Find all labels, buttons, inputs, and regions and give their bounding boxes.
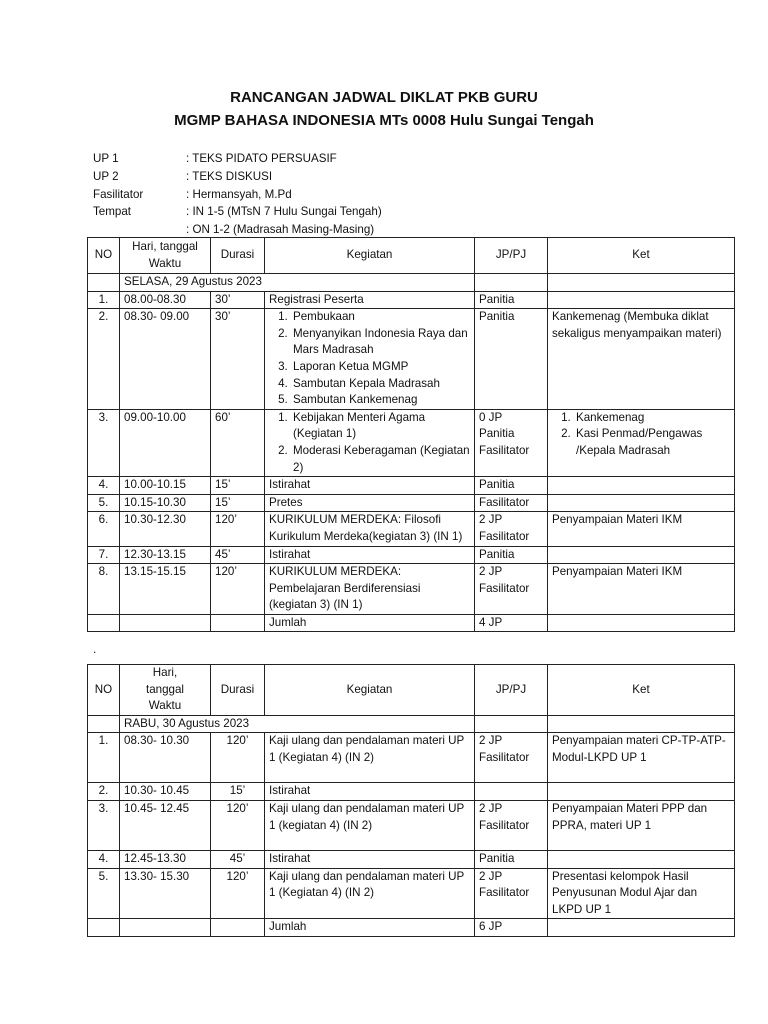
col-header-kegiatan: Kegiatan — [265, 665, 475, 716]
info-label: UP 1 — [93, 152, 119, 165]
row-time: 12.45-13.30 — [120, 850, 211, 868]
col-header-jp: JP/PJ — [475, 665, 548, 716]
separator-dot: . — [93, 642, 97, 656]
row-duration: 120’ — [211, 512, 265, 546]
total-label: Jumlah — [265, 614, 475, 632]
row-duration: 15’ — [211, 494, 265, 512]
row-no: 5. — [88, 868, 120, 919]
table-row — [88, 512, 735, 546]
col-header-no: NO — [88, 665, 120, 716]
info-value: : ON 1-2 (Madrasah Masing-Masing) — [186, 223, 375, 237]
row-jp: Fasilitator — [475, 494, 548, 512]
table-row — [88, 409, 735, 476]
info-label: Tempat — [93, 205, 132, 219]
table-header-row — [88, 238, 735, 274]
table-row — [88, 564, 735, 615]
day-row — [88, 715, 735, 733]
jp-line: Fasilitator — [479, 443, 530, 457]
row-duration: 120’ — [211, 800, 265, 850]
activity-list — [269, 309, 470, 409]
row-jp — [475, 868, 548, 919]
table-row — [88, 733, 735, 783]
info-row — [93, 186, 382, 204]
table-cell — [88, 919, 120, 937]
row-ket: Presentasi kelompok Hasil Penyusunan Modul Ajar dan LKPD UP 1 — [548, 868, 735, 919]
row-activity: Istirahat — [265, 546, 475, 564]
table-row — [88, 291, 735, 309]
table-row — [88, 477, 735, 495]
row-no: 3. — [88, 800, 120, 850]
table-cell — [211, 614, 265, 632]
row-ket: Penyampaian Materi PPP dan PPRA, materi UP 1 — [548, 800, 735, 850]
row-ket — [548, 494, 735, 512]
info-value: : TEKS DISKUSI — [186, 169, 273, 183]
row-time: 08.00-08.30 — [120, 291, 211, 309]
row-duration: 45’ — [211, 850, 265, 868]
row-ket: Penyampaian Materi IKM — [548, 564, 735, 615]
ket-list — [552, 410, 730, 460]
schedule-table-day2 — [87, 664, 735, 937]
total-jp: 6 JP — [475, 919, 548, 937]
list-item: 1. Pembukaan — [291, 309, 470, 326]
row-activity: Pretes — [265, 494, 475, 512]
table-cell — [475, 715, 548, 733]
list-item: 2. Moderasi Keberagaman (Kegiatan 2) — [291, 443, 470, 476]
row-ket — [548, 477, 735, 495]
row-activity: KURIKULUM MERDEKA: Pembelajaran Berdiferensiasi (kegiatan 3) (IN 1) — [265, 564, 475, 615]
row-ket — [548, 546, 735, 564]
jp-line: Fasilitator — [479, 581, 530, 595]
table-cell — [88, 614, 120, 632]
total-jp: 4 JP — [475, 614, 548, 632]
row-no: 4. — [88, 850, 120, 868]
list-item: 2. Kasi Penmad/Pengawas /Kepala Madrasah — [574, 426, 730, 459]
row-no: 1. — [88, 291, 120, 309]
table-cell — [548, 715, 735, 733]
row-duration: 120’ — [211, 733, 265, 783]
info-row — [93, 168, 382, 186]
row-time: 10.30-12.30 — [120, 512, 211, 546]
jp-line: Fasilitator — [479, 750, 530, 764]
jp-line: Fasilitator — [479, 529, 530, 543]
row-activity — [265, 409, 475, 476]
row-activity: Istirahat — [265, 850, 475, 868]
row-no: 6. — [88, 512, 120, 546]
row-no: 2. — [88, 783, 120, 801]
document-title: RANCANGAN JADWAL DIKLAT PKB GURU — [230, 89, 538, 106]
row-no: 5. — [88, 494, 120, 512]
row-activity: Kaji ulang dan pendalaman materi UP 1 (kegiatan 4) (IN 2) — [265, 800, 475, 850]
day-label: RABU, 30 Agustus 2023 — [120, 715, 475, 733]
row-activity: Kaji ulang dan pendalaman materi UP 1 (Kegiatan 4) (IN 2) — [265, 868, 475, 919]
table-cell — [548, 274, 735, 292]
info-row — [93, 203, 382, 221]
row-ket: Penyampaian Materi IKM — [548, 512, 735, 546]
row-jp — [475, 800, 548, 850]
row-jp: Panitia — [475, 477, 548, 495]
jp-line: Panitia — [479, 427, 515, 441]
total-row — [88, 919, 735, 937]
list-item: 1. Kankemenag — [574, 410, 730, 427]
row-no: 1. — [88, 733, 120, 783]
col-header-ket: Ket — [548, 238, 735, 274]
row-duration: 15’ — [211, 477, 265, 495]
col-header-ket: Ket — [548, 665, 735, 716]
row-time: 10.00-10.15 — [120, 477, 211, 495]
table-cell — [88, 274, 120, 292]
row-time: 10.30- 10.45 — [120, 783, 211, 801]
table-row — [88, 800, 735, 850]
info-label: UP 2 — [93, 169, 119, 183]
row-time: 10.45- 12.45 — [120, 800, 211, 850]
row-jp: Panitia — [475, 546, 548, 564]
table-cell — [211, 919, 265, 937]
table-cell — [120, 614, 211, 632]
row-no: 3. — [88, 409, 120, 476]
row-jp: Panitia — [475, 291, 548, 309]
table-header-row — [88, 665, 735, 716]
day-row — [88, 274, 735, 292]
row-duration: 45’ — [211, 546, 265, 564]
row-time: 09.00-10.00 — [120, 409, 211, 476]
list-item: 1. Kebijakan Menteri Agama (Kegiatan 1) — [291, 410, 470, 443]
table-cell — [88, 715, 120, 733]
row-jp — [475, 783, 548, 801]
day-label: SELASA, 29 Agustus 2023 — [120, 274, 475, 292]
row-jp — [475, 512, 548, 546]
row-activity: Kaji ulang dan pendalaman materi UP 1 (Kegiatan 4) (IN 2) — [265, 733, 475, 783]
row-duration: 30’ — [211, 291, 265, 309]
list-item: 2. Menyanyikan Indonesia Raya dan Mars Madrasah — [291, 326, 470, 359]
schedule-table-day1 — [87, 237, 735, 632]
row-time: 08.30- 09.00 — [120, 309, 211, 410]
col-header-kegiatan: Kegiatan — [265, 238, 475, 274]
row-jp — [475, 733, 548, 783]
table-cell — [548, 919, 735, 937]
col-header-durasi: Durasi — [211, 238, 265, 274]
total-label: Jumlah — [265, 919, 475, 937]
row-jp: Panitia — [475, 309, 548, 410]
table-row — [88, 309, 735, 410]
row-duration: 15’ — [211, 783, 265, 801]
activity-list — [269, 410, 470, 476]
list-item: 5. Sambutan Kankemenag — [291, 392, 470, 409]
row-activity: Registrasi Peserta — [265, 291, 475, 309]
row-duration: 30’ — [211, 309, 265, 410]
col-header-durasi: Durasi — [211, 665, 265, 716]
row-ket — [548, 850, 735, 868]
row-no: 4. — [88, 477, 120, 495]
info-value: : Hermansyah, M.Pd — [186, 187, 292, 201]
jp-line: Fasilitator — [479, 886, 530, 900]
row-time: 08.30- 10.30 — [120, 733, 211, 783]
row-time: 13.30- 15.30 — [120, 868, 211, 919]
info-block — [93, 150, 382, 239]
jp-line: 2 JP — [479, 734, 503, 748]
row-ket — [548, 409, 735, 476]
jp-line: 2 JP — [479, 801, 503, 815]
info-row — [93, 150, 382, 168]
info-label: Fasilitator — [93, 187, 144, 201]
col-header-no: NO — [88, 238, 120, 274]
table-row — [88, 868, 735, 919]
table-row — [88, 546, 735, 564]
row-activity: KURIKULUM MERDEKA: Filosofi Kurikulum Merdeka(kegiatan 3) (IN 1) — [265, 512, 475, 546]
row-time: 13.15-15.15 — [120, 564, 211, 615]
row-ket: Penyampaian materi CP-TP-ATP-Modul-LKPD UP 1 — [548, 733, 735, 783]
table-row — [88, 850, 735, 868]
table-cell — [475, 274, 548, 292]
col-header-jp: JP/PJ — [475, 238, 548, 274]
row-time: 12.30-13.15 — [120, 546, 211, 564]
row-ket: Kankemenag (Membuka diklat sekaligus menyampaikan materi) — [548, 309, 735, 410]
jp-line: Fasilitator — [479, 818, 530, 832]
row-activity — [265, 309, 475, 410]
row-ket — [548, 291, 735, 309]
list-item: 3. Laporan Ketua MGMP — [291, 359, 470, 376]
info-value: : IN 1-5 (MTsN 7 Hulu Sungai Tengah) — [186, 205, 382, 219]
jp-line: 2 JP — [479, 513, 503, 527]
row-duration: 120’ — [211, 868, 265, 919]
row-jp — [475, 409, 548, 476]
list-item: 4. Sambutan Kepala Madrasah — [291, 376, 470, 393]
table-row — [88, 494, 735, 512]
row-jp — [475, 564, 548, 615]
table-cell — [120, 919, 211, 937]
row-no: 8. — [88, 564, 120, 615]
total-row — [88, 614, 735, 632]
jp-line: 0 JP — [479, 410, 503, 424]
jp-line: 2 JP — [479, 565, 503, 579]
row-time: 10.15-10.30 — [120, 494, 211, 512]
row-jp: Panitia — [475, 850, 548, 868]
row-activity: Istirahat — [265, 783, 475, 801]
row-duration: 120’ — [211, 564, 265, 615]
row-no: 7. — [88, 546, 120, 564]
row-activity: Istirahat — [265, 477, 475, 495]
table-cell — [548, 614, 735, 632]
col-header-hari: Hari, tanggal Waktu — [120, 665, 211, 716]
row-duration: 60’ — [211, 409, 265, 476]
info-value: : TEKS PIDATO PERSUASIF — [186, 152, 337, 165]
row-ket — [548, 783, 735, 801]
jp-line: 2 JP — [479, 869, 503, 883]
document-subtitle: MGMP BAHASA INDONESIA MTs 0008 Hulu Sungai Tengah — [174, 112, 594, 129]
col-header-hari: Hari, tanggal Waktu — [120, 238, 211, 274]
table-row — [88, 783, 735, 801]
row-no: 2. — [88, 309, 120, 410]
